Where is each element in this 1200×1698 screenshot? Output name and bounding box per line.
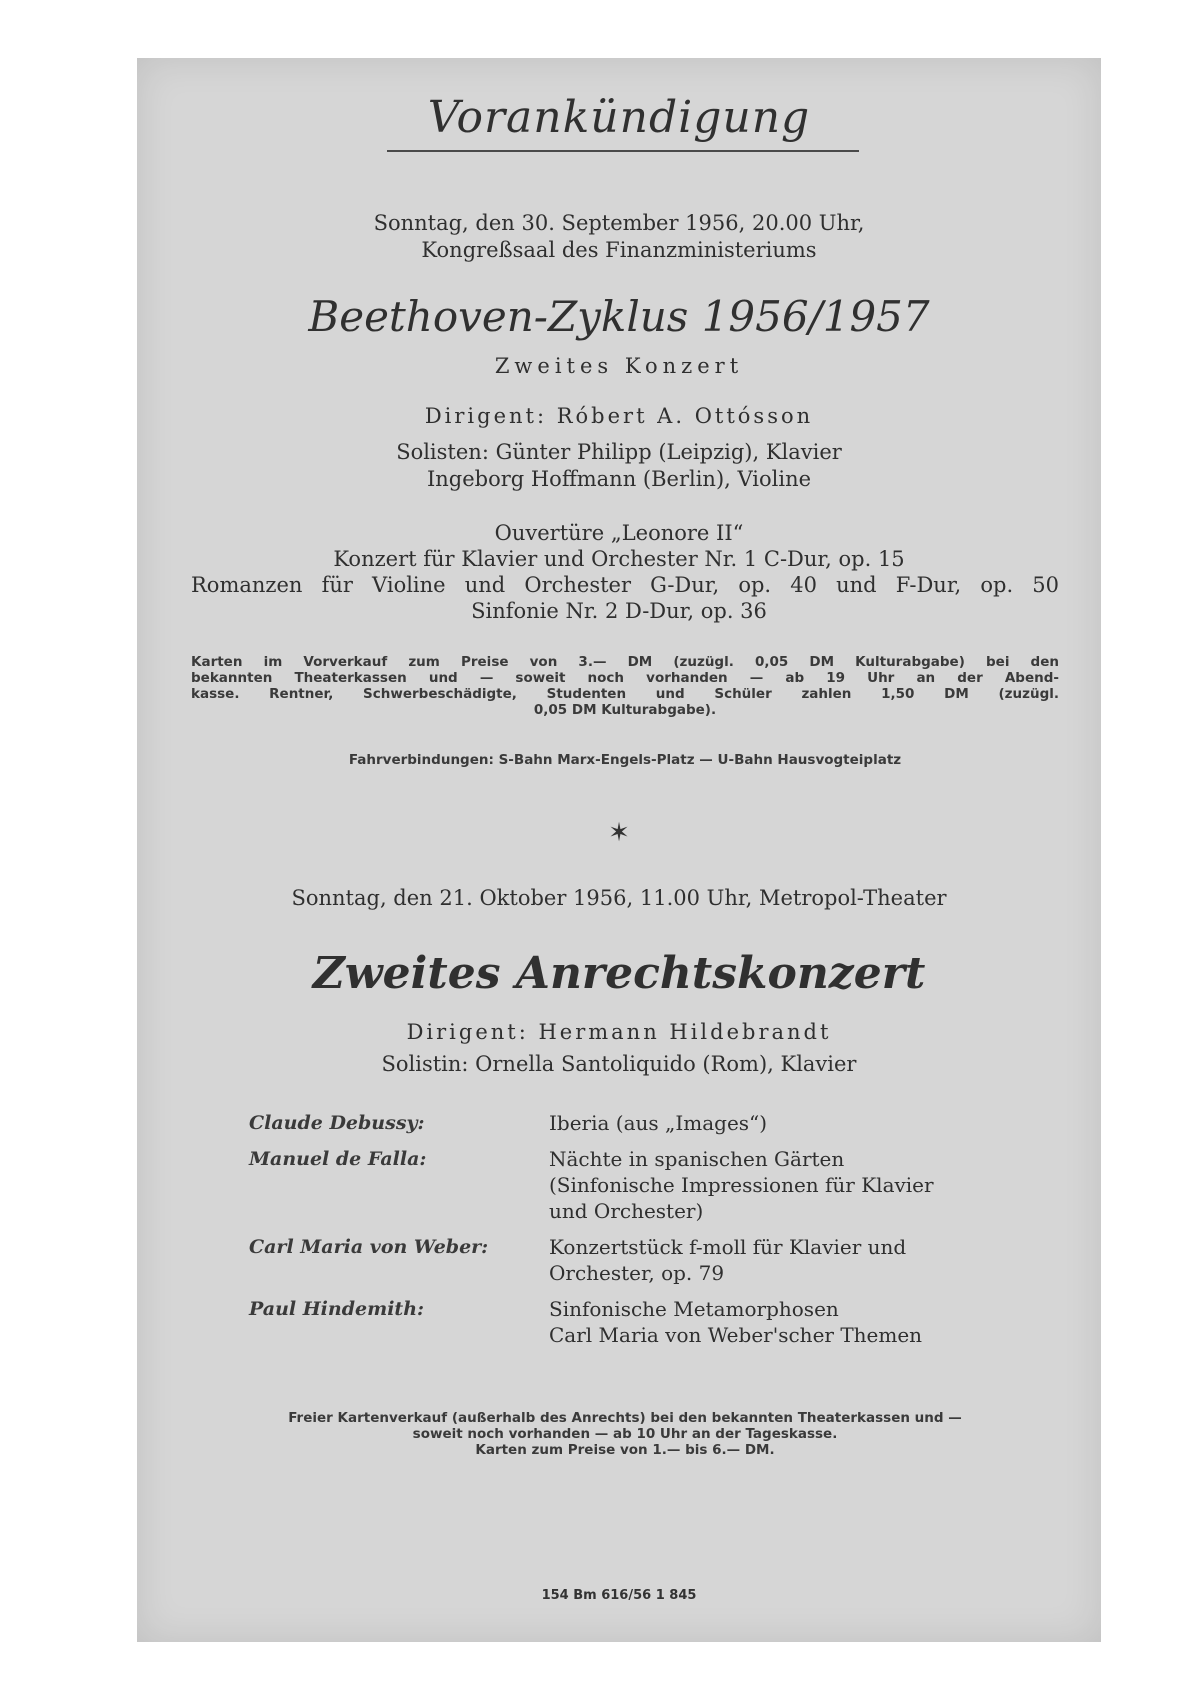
program-row <box>249 1146 1009 1224</box>
work-line: und Orchester) <box>549 1199 704 1223</box>
program-row <box>249 1234 1009 1286</box>
work-title <box>549 1234 1009 1286</box>
concert1-subtitle: Zweites Konzert <box>494 354 744 378</box>
concert2-title: Zweites Anrechtskonzert <box>312 948 926 999</box>
work-title <box>549 1110 1009 1136</box>
ticket-info-line: bekannten Theaterkassen und — soweit noch vorhanden — ab 19 Uhr an der Abend- <box>191 670 1059 686</box>
program-row <box>249 1110 1009 1136</box>
separator-star-icon: ✶ <box>608 818 630 848</box>
composer-name: Paul Hindemith: <box>249 1298 425 1320</box>
concert1-date-block <box>137 210 1101 264</box>
work-line: (Sinfonische Impressionen für Klavier <box>549 1173 934 1197</box>
work-line: Iberia (aus „Images“) <box>549 1111 768 1135</box>
concert1-soloist-1: Solisten: Günter Philipp (Leipzig), Klavier <box>396 440 842 464</box>
concert1-program-item: Ouvertüre „Leonore II“ <box>494 521 744 545</box>
ticket-info-line: 0,05 DM Kulturabgabe). <box>533 702 717 718</box>
concert1-date: Sonntag, den 30. September 1956, 20.00 Uhr, <box>373 211 865 235</box>
concert2-soloist: Solistin: Ornella Santoliquido (Rom), Klavier <box>381 1052 857 1076</box>
title-underline <box>387 150 859 152</box>
concert1-ticket-info <box>191 654 1059 718</box>
concert1-program-item: Sinfonie Nr. 2 D-Dur, op. 36 <box>471 599 767 623</box>
concert2-ticket-info <box>191 1410 1059 1458</box>
page-title: Vorankündigung <box>427 92 811 143</box>
composer-name: Claude Debussy: <box>249 1112 425 1134</box>
concert2-date: Sonntag, den 21. Oktober 1956, 11.00 Uhr, Metropol-Theater <box>291 886 947 910</box>
concert1-program-item: Konzert für Klavier und Orchester Nr. 1 C-Dur, op. 15 <box>333 547 905 571</box>
program-row <box>249 1296 1009 1348</box>
concert1-conductor: Dirigent: Róbert A. Ottósson <box>424 404 814 428</box>
ticket-info-line: Karten zum Preise von 1.— bis 6.— DM. <box>475 1442 775 1458</box>
concert1-soloist-2: Ingeborg Hoffmann (Berlin), Violine <box>426 467 812 491</box>
print-code: 154 Bm 616/56 1 845 <box>541 1588 697 1603</box>
concert1-venue: Kongreßsaal des Finanzministeriums <box>421 238 817 262</box>
ticket-info-line: Freier Kartenverkauf (außerhalb des Anrechts) bei den bekannten Theaterkassen und — <box>288 1410 962 1426</box>
ticket-info-line: soweit noch vorhanden — ab 10 Uhr an der Tageskasse. <box>412 1426 838 1442</box>
program-sheet <box>137 58 1101 1642</box>
ticket-info-line: kasse. Rentner, Schwerbeschädigte, Studenten und Schüler zahlen 1,50 DM (zuzügl. <box>191 686 1059 702</box>
work-line: Orchester, op. 79 <box>549 1261 725 1285</box>
concert1-transport: Fahrverbindungen: S-Bahn Marx-Engels-Platz — U-Bahn Hausvogteiplatz <box>348 752 902 768</box>
composer-name: Carl Maria von Weber: <box>249 1236 489 1258</box>
work-title <box>549 1296 1009 1348</box>
work-line: Konzertstück f-moll für Klavier und <box>549 1235 907 1259</box>
concert1-soloists <box>137 439 1101 493</box>
concert1-program <box>137 520 1101 624</box>
concert1-program-item: Romanzen für Violine und Orchester G-Dur, op. 40 und F-Dur, op. 50 <box>191 573 1059 597</box>
composer-name: Manuel de Falla: <box>249 1148 427 1170</box>
work-title <box>549 1146 1009 1224</box>
concert2-conductor: Dirigent: Hermann Hildebrandt <box>406 1020 832 1044</box>
concert1-title: Beethoven-Zyklus 1956/1957 <box>308 292 930 341</box>
concert2-program <box>249 1110 1009 1358</box>
work-line: Sinfonische Metamorphosen <box>549 1297 839 1321</box>
ticket-info-line: Karten im Vorverkauf zum Preise von 3.— DM (zuzügl. 0,05 DM Kulturabgabe) bei den <box>191 654 1059 670</box>
work-line: Nächte in spanischen Gärten <box>549 1147 845 1171</box>
work-line: Carl Maria von Weber'scher Themen <box>549 1323 923 1347</box>
